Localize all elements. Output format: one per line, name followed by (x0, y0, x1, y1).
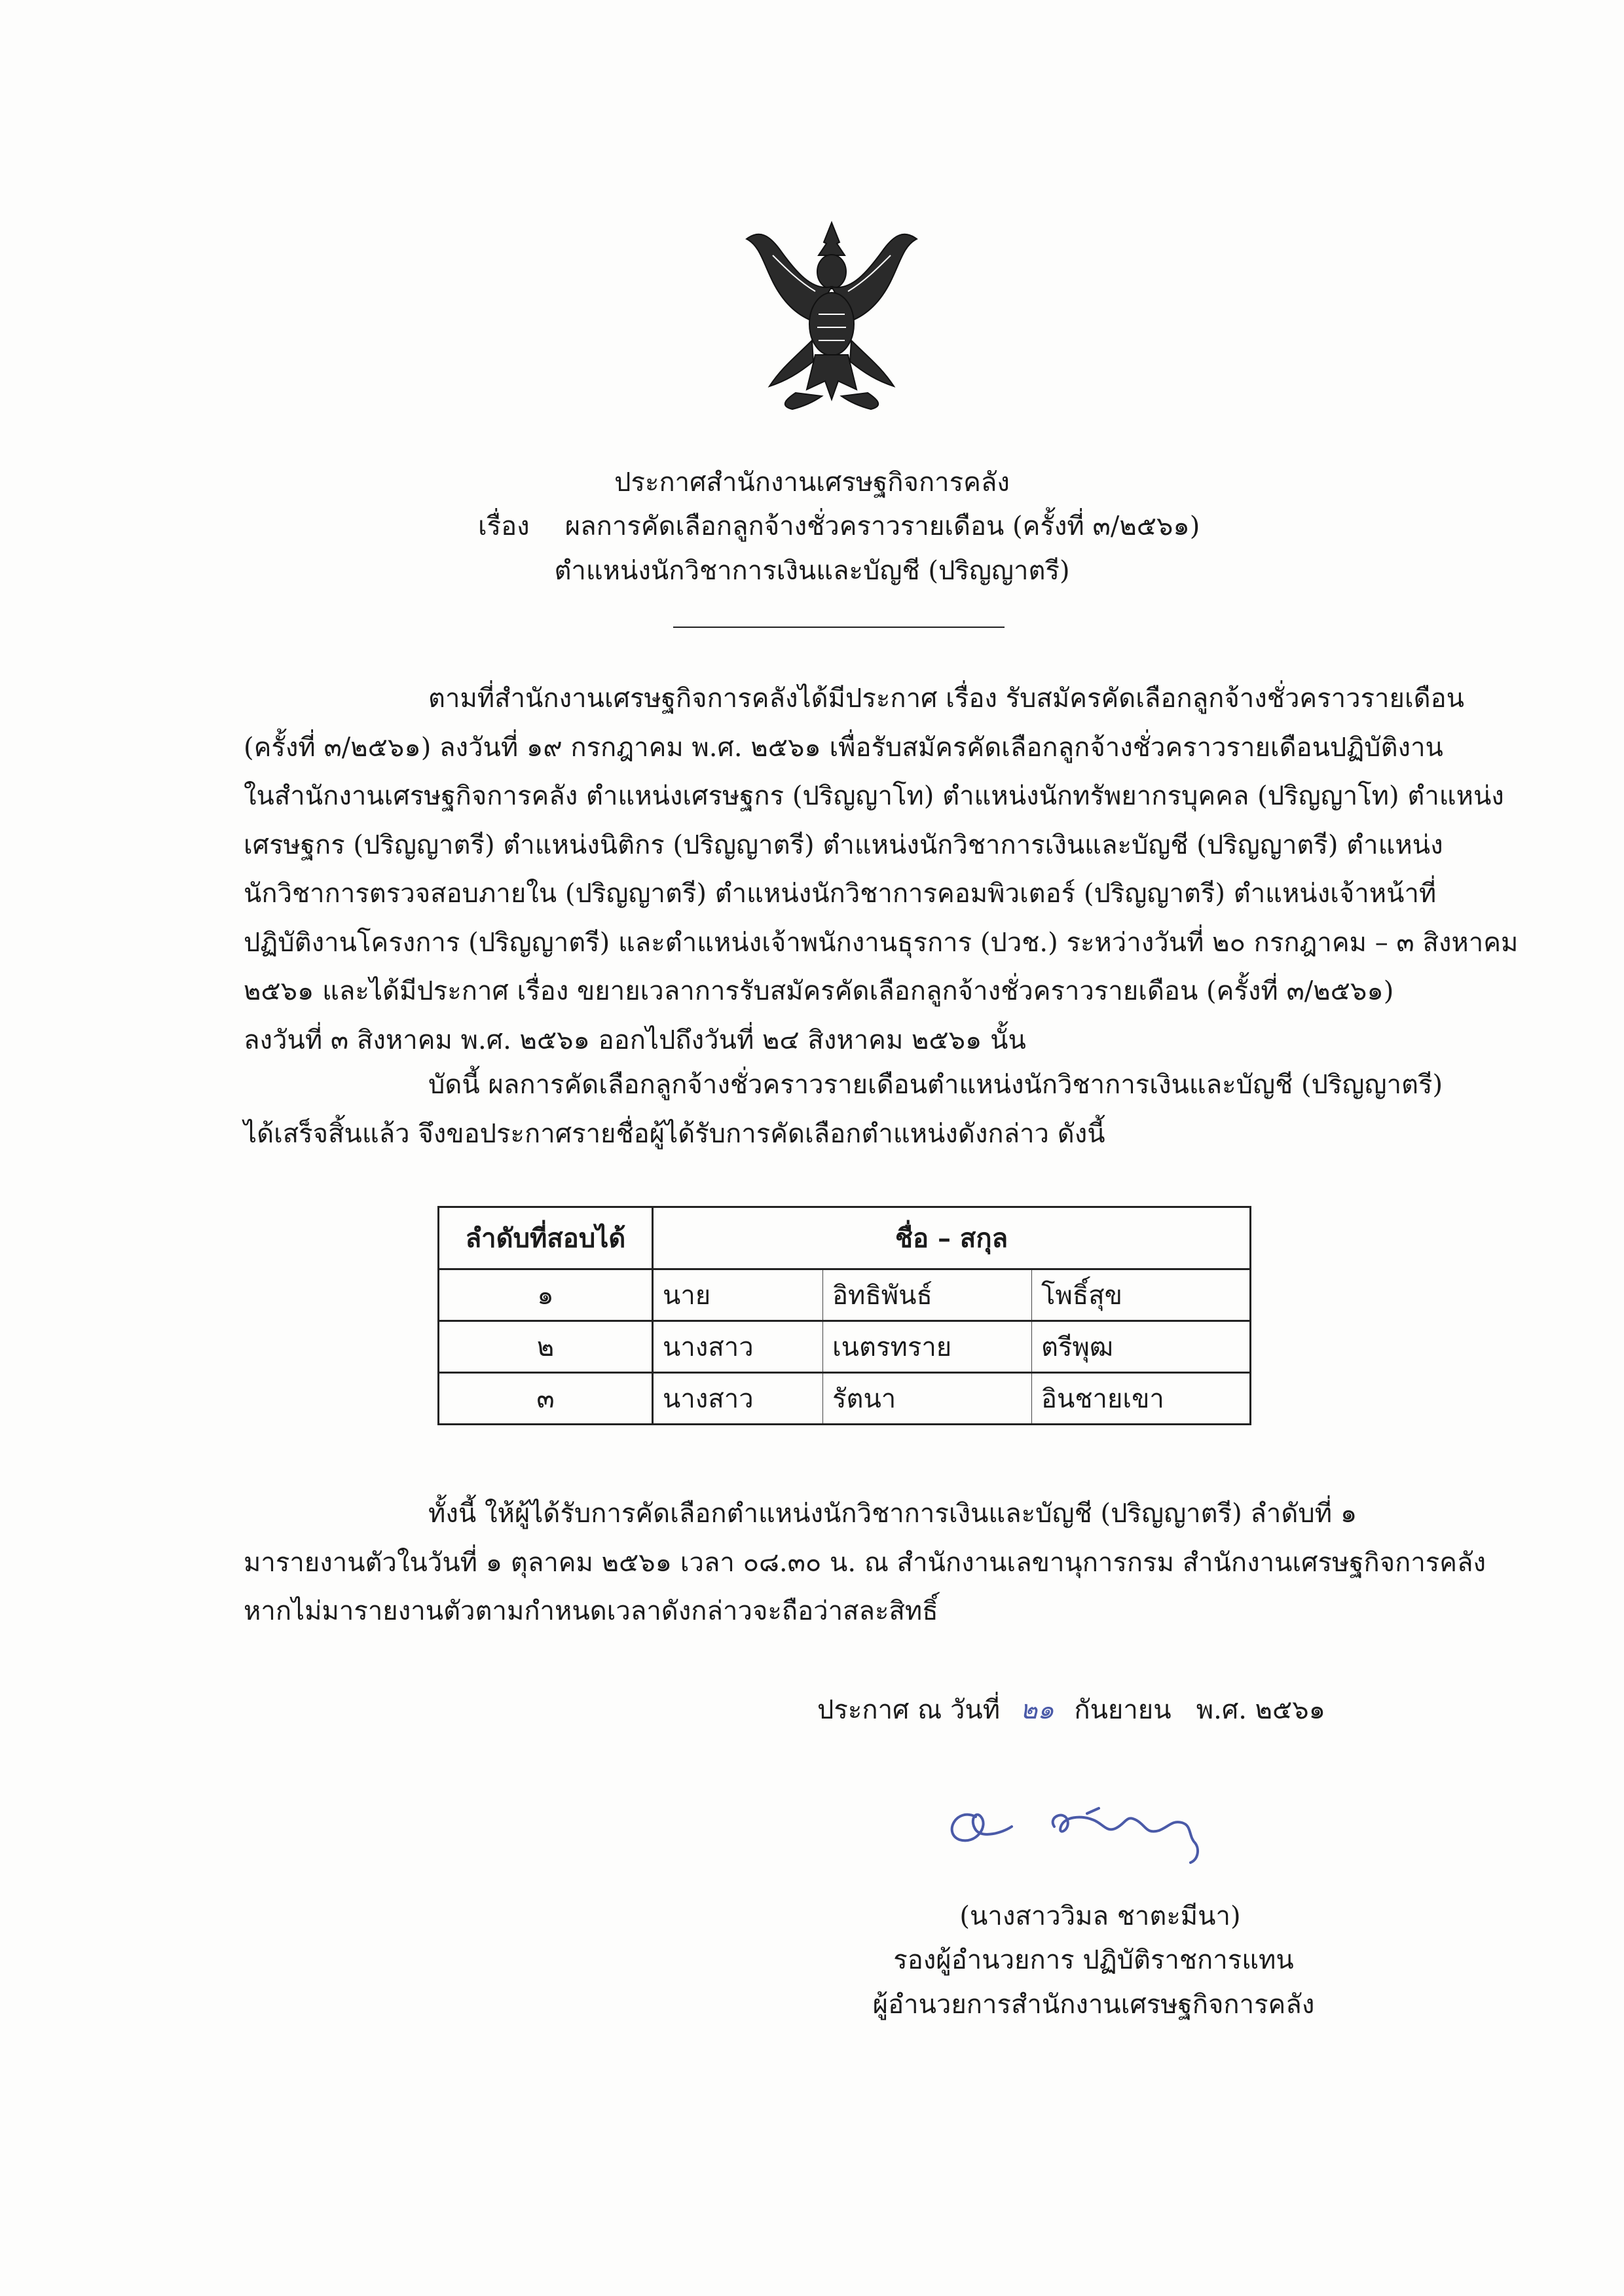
last-name-cell: โพธิ์สุข (1032, 1269, 1251, 1321)
handwritten-signature-icon (930, 1781, 1244, 1872)
signer-role-organization: ผู้อำนวยการสำนักงานเศรษฐกิจการคลัง (872, 1990, 1315, 2020)
paragraph-line: ทั้งนี้ ให้ผู้ได้รับการคัดเลือกตำแหน่งนักวิชาการเงินและบัญชี (ปริญญาตรี) ลำดับที่ ๑ (428, 1499, 1357, 1529)
paragraph-line: (ครั้งที่ ๓/๒๕๖๑) ลงวันที่ ๑๙ กรกฎาคม พ.ศ. ๒๕๖๑ เพื่อรับสมัครคัดเลือกลูกจ้างชั่วคราวรายเดือนปฏิบัติงาน (244, 732, 1443, 763)
paragraph-announcement (244, 1061, 1443, 1158)
signer-role: รองผู้อำนวยการ ปฏิบัติราชการแทน (893, 1945, 1294, 1975)
paragraph-line: เศรษฐกร (ปริญญาตรี) ตำแหน่งนิติกร (ปริญญาตรี) ตำแหน่งนักวิชาการเงินและบัญชี (ปริญญาตรี) ตำแหน่ง (244, 829, 1443, 860)
title-cell: นาย (653, 1269, 823, 1321)
rank-cell: ๒ (439, 1321, 653, 1373)
title-cell: นางสาว (653, 1373, 823, 1425)
paragraph-line: ตามที่สำนักงานเศรษฐกิจการคลังได้มีประกาศ เรื่อง รับสมัครคัดเลือกลูกจ้างชั่วคราวรายเดือน (428, 683, 1464, 714)
date-month: กันยายน (1074, 1695, 1172, 1725)
table-header-row (439, 1207, 1251, 1269)
title-divider (673, 627, 1005, 628)
header-rank: ลำดับที่สอบได้ (439, 1207, 653, 1269)
paragraph-line: ในสำนักงานเศรษฐกิจการคลัง ตำแหน่งเศรษฐกร (ปริญญาโท) ตำแหน่งนักทรัพยากรบุคคล (ปริญญาโท) ตำแหน่ง (244, 781, 1504, 811)
subject-line (478, 505, 1329, 547)
paragraph-reporting (244, 1489, 1486, 1636)
table-row (439, 1373, 1251, 1425)
signer-name: (นางสาววิมล ชาตะมีนา) (959, 1901, 1241, 1931)
header-full-name: ชื่อ – สกุล (653, 1207, 1251, 1269)
paragraph-line: ได้เสร็จสิ้นแล้ว จึงขอประกาศรายชื่อผู้ได้รับการคัดเลือกตำแหน่งดังกล่าว ดังนี้ (244, 1118, 1105, 1149)
results-table (437, 1206, 1251, 1425)
subject-text: ผลการคัดเลือกลูกจ้างชั่วคราวรายเดือน (ครั้งที่ ๓/๒๕๖๑) (564, 511, 1200, 541)
paragraph-line: บัดนี้ ผลการคัดเลือกลูกจ้างชั่วคราวรายเดือนตำแหน่งนักวิชาการเงินและบัญชี (ปริญญาตรี) (428, 1070, 1443, 1100)
paragraph-line: ลงวันที่ ๓ สิงหาคม พ.ศ. ๒๕๖๑ ออกไปถึงวันที่ ๒๔ สิงหาคม ๒๕๖๑ นั้น (244, 1025, 1026, 1055)
date-year: พ.ศ. ๒๕๖๑ (1196, 1695, 1326, 1725)
last-name-cell: ตรีพุฒ (1032, 1321, 1251, 1373)
date-prefix: ประกาศ ณ วันที่ (817, 1695, 1001, 1725)
title-cell: นางสาว (653, 1321, 823, 1373)
announcement-title: ประกาศสำนักงานเศรษฐกิจการคลัง (614, 467, 1010, 498)
table-row (439, 1269, 1251, 1321)
first-name-cell: เนตรทราย (823, 1321, 1032, 1373)
position-title: ตำแหน่งนักวิชาการเงินและบัญชี (ปริญญาตรี) (554, 556, 1070, 586)
announcement-date (817, 1689, 1325, 1731)
first-name-cell: อิทธิพันธ์ (823, 1269, 1032, 1321)
paragraph-line: ๒๕๖๑ และได้มีประกาศ เรื่อง ขยายเวลาการรับสมัครคัดเลือกลูกจ้างชั่วคราวรายเดือน (ครั้งที่ ๓/๒๕๖๑) (244, 976, 1394, 1006)
garuda-emblem-icon (733, 210, 930, 419)
first-name-cell: รัตนา (823, 1373, 1032, 1425)
last-name-cell: อินชายเขา (1032, 1373, 1251, 1425)
rank-cell: ๓ (439, 1373, 653, 1425)
subject-label: เรื่อง (478, 511, 530, 541)
paragraph-line: มารายงานตัวในวันที่ ๑ ตุลาคม ๒๕๖๑ เวลา ๐๘.๓๐ น. ณ สำนักงานเลขานุการกรม สำนักงานเศรษฐกิจการคลัง (244, 1547, 1486, 1578)
table-row (439, 1321, 1251, 1373)
paragraph-line: ปฏิบัติงานโครงการ (ปริญญาตรี) และตำแหน่งเจ้าพนักงานธุรการ (ปวช.) ระหว่างวันที่ ๒๐ กรกฎาคม – ๓ สิงหาคม (244, 927, 1519, 958)
date-day: ๒๑ (1020, 1695, 1054, 1725)
paragraph-background (244, 674, 1519, 1065)
rank-cell: ๑ (439, 1269, 653, 1321)
paragraph-line: นักวิชาการตรวจสอบภายใน (ปริญญาตรี) ตำแหน่งนักวิชาการคอมพิวเตอร์ (ปริญญาตรี) ตำแหน่งเจ้าหน้าที่ (244, 879, 1437, 909)
paragraph-line: หากไม่มารายงานตัวตามกำหนดเวลาดังกล่าวจะถือว่าสละสิทธิ์ (244, 1596, 938, 1626)
